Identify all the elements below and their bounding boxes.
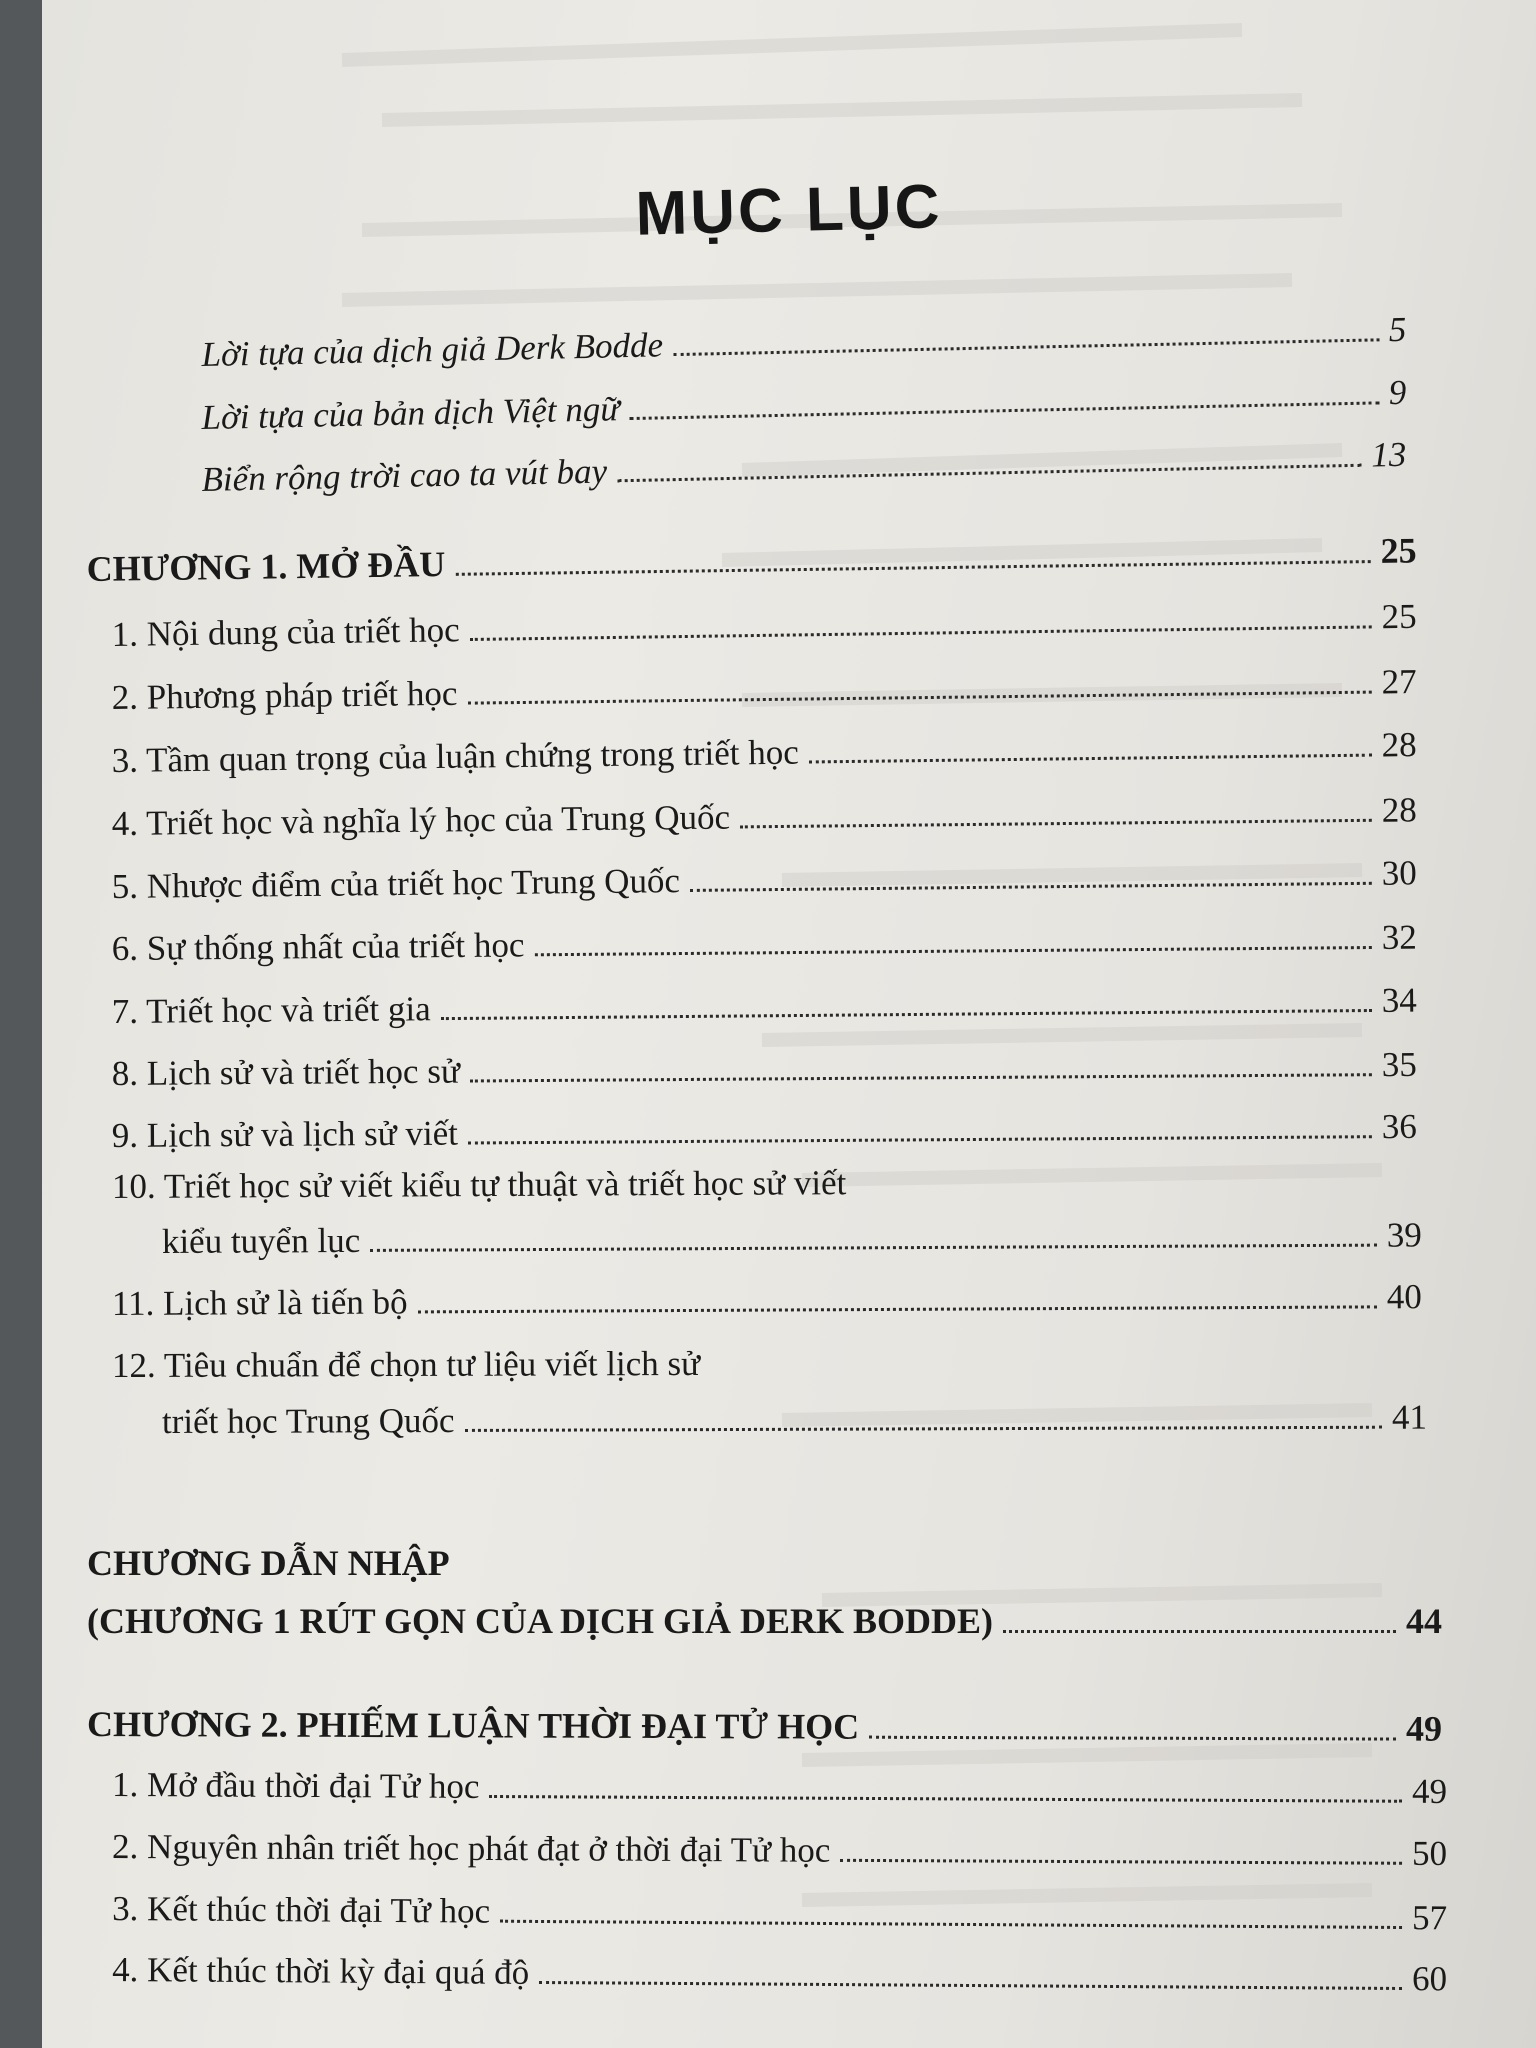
toc-entry-preface-1 [201, 310, 1407, 375]
dot-leader [869, 1736, 1396, 1741]
page-number: 35 [1381, 1044, 1417, 1085]
page-number: 25 [1381, 596, 1417, 637]
chapter-title: CHƯƠNG 2. PHIẾM LUẬN THỜI ĐẠI TỬ HỌC [87, 1704, 860, 1747]
toc-entry-preface-3 [201, 435, 1407, 500]
dot-leader [500, 1920, 1402, 1929]
page-number: 36 [1381, 1106, 1417, 1147]
page-number: 44 [1406, 1601, 1442, 1641]
intro-chapter-title: CHƯƠNG DẪN NHẬP [87, 1543, 450, 1583]
dot-leader [441, 1009, 1372, 1020]
table-of-contents [42, 0, 1536, 2048]
page-number: 41 [1391, 1397, 1427, 1437]
toc-entry-1-4 [112, 790, 1417, 844]
page-number: 28 [1381, 725, 1417, 765]
toc-entry-chapter-1 [86, 529, 1416, 590]
entry-title: 1. Nội dung của triết học [111, 610, 460, 655]
toc-entry-2-1 [112, 1765, 1447, 1812]
dot-leader [740, 819, 1372, 829]
page-number: 57 [1411, 1898, 1448, 1938]
entry-title-line-1: 10. Triết học sử viết kiểu tự thuật và triết học sử viết [111, 1163, 847, 1206]
page-number: 9 [1388, 372, 1407, 413]
page-number: 13 [1370, 434, 1407, 475]
toc-entry-1-9 [112, 1107, 1417, 1156]
toc-entry-1-3 [112, 725, 1417, 781]
page-number: 28 [1381, 790, 1417, 830]
dot-leader [465, 1426, 1382, 1432]
dot-leader [809, 754, 1372, 764]
entry-title: 9. Lịch sử và lịch sử viết [111, 1113, 459, 1155]
dot-leader [468, 1135, 1372, 1144]
page-number: 34 [1381, 980, 1417, 1020]
toc-entry-1-5 [112, 853, 1417, 907]
page-number: 50 [1411, 1833, 1448, 1873]
page-number: 5 [1388, 309, 1407, 350]
entry-title: Biển rộng trời cao ta vút bay [201, 451, 608, 500]
dot-leader [470, 1073, 1372, 1082]
toc-entry-1-7 [112, 981, 1417, 1032]
toc-entry-1-1 [111, 597, 1416, 655]
toc-entry-2-3 [112, 1889, 1447, 1938]
page-number: 40 [1386, 1277, 1422, 1317]
toc-entry-2-4 [112, 1950, 1447, 1999]
entry-title: 8. Lịch sử và triết học sử [111, 1051, 461, 1093]
toc-entry-2-2 [112, 1827, 1447, 1874]
toc-entry-intro-chapter [87, 1600, 1442, 1642]
page-number: 60 [1411, 1959, 1448, 1999]
dot-leader [840, 1859, 1402, 1865]
book-page [42, 0, 1536, 2048]
toc-entry-chapter-2 [87, 1703, 1442, 1750]
entry-title-line-1: 12. Tiêu chuẩn để chọn tư liệu viết lịch sử [111, 1343, 701, 1385]
dot-leader [489, 1795, 1402, 1803]
page-number: 30 [1381, 853, 1417, 893]
entry-title: 2. Nguyên nhân triết học phát đạt ở thời đại Tử học [112, 1827, 831, 1870]
entry-title: 1. Mở đầu thời đại Tử học [112, 1765, 480, 1806]
dot-leader [455, 560, 1370, 576]
page-number: 25 [1380, 530, 1417, 571]
dot-leader [418, 1305, 1377, 1313]
entry-title: 4. Triết học và nghĩa lý học của Trung Quốc [111, 797, 731, 844]
toc-entry-1-2 [112, 662, 1417, 718]
dot-leader [673, 338, 1379, 356]
entry-title-line-2: kiểu tuyển lục [161, 1220, 361, 1261]
dot-leader [539, 1981, 1402, 1990]
entry-title: Lời tựa của dịch giả Derk Bodde [201, 325, 664, 375]
entry-title: 3. Tầm quan trọng của luận chứng trong triết học [111, 732, 799, 781]
dot-leader [617, 464, 1361, 483]
entry-title: 7. Triết học và triết gia [111, 989, 431, 1031]
page-number: 27 [1381, 662, 1417, 702]
dot-leader [535, 946, 1372, 956]
toc-entry-1-11 [112, 1277, 1422, 1324]
dot-leader [690, 882, 1372, 892]
toc-entry-1-8 [112, 1045, 1417, 1094]
toc-entry-1-10 [162, 1215, 1422, 1262]
page-number: 39 [1386, 1215, 1422, 1255]
dot-leader [629, 401, 1379, 420]
entry-title: 3. Kết thúc thời đại Tử học [112, 1889, 491, 1931]
page-number: 49 [1411, 1771, 1448, 1811]
chapter-title: CHƯƠNG 1. MỞ ĐẦU [86, 543, 446, 590]
entry-title: 4. Kết thúc thời kỳ đại quá độ [112, 1950, 530, 1992]
entry-title: 11. Lịch sử là tiến bộ [111, 1282, 408, 1323]
entry-title: 6. Sự thống nhất của triết học [111, 925, 525, 969]
dot-leader [1003, 1630, 1396, 1633]
toc-entry-1-6 [112, 918, 1417, 969]
dot-leader [370, 1244, 1377, 1252]
entry-title: Lời tựa của bản dịch Việt ngữ [201, 389, 620, 438]
entry-title: 5. Nhược điểm của triết học Trung Quốc [111, 861, 681, 907]
toc-entry-1-12 [162, 1398, 1427, 1442]
entry-title-line-2: triết học Trung Quốc [161, 1400, 455, 1441]
entry-title: 2. Phương pháp triết học [111, 673, 458, 718]
page-title: MỤC LỤC [634, 172, 944, 249]
dot-leader [467, 691, 1371, 705]
page-number: 49 [1405, 1708, 1443, 1749]
toc-entry-preface-2 [201, 373, 1407, 438]
dot-leader [470, 625, 1372, 641]
page-number: 32 [1381, 917, 1417, 957]
intro-chapter-subtitle: (CHƯƠNG 1 RÚT GỌN CỦA DỊCH GIẢ DERK BODDE) [87, 1601, 994, 1641]
